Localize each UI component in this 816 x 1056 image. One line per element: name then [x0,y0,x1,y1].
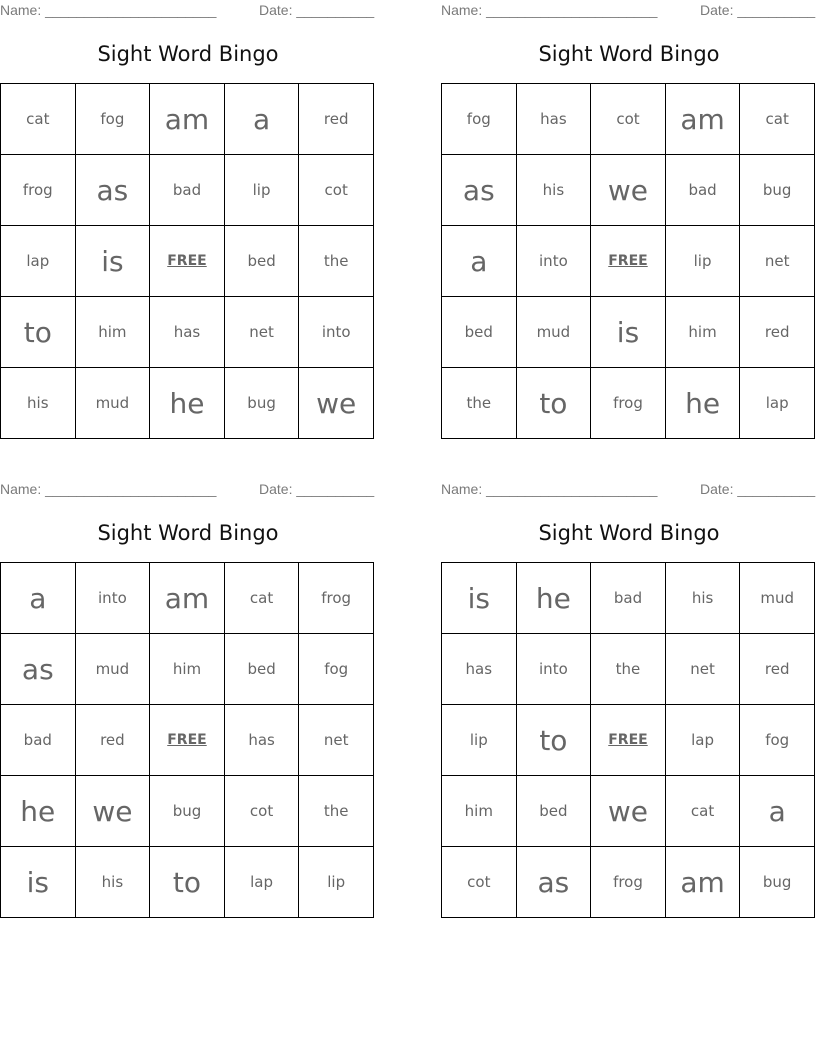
word-cell: his [665,563,740,634]
word-cell: lap [665,705,740,776]
word-cell: fog [299,634,374,705]
word-cell: red [740,297,815,368]
grid-row [442,226,815,297]
word-cell: mud [740,563,815,634]
word-cell: the [299,776,374,847]
word-cell: lap [740,368,815,439]
grid-row [442,84,815,155]
word-cell: cat [665,776,740,847]
word-cell: the [591,634,666,705]
grid-row [442,634,815,705]
date-field[interactable]: Date: __________ [700,481,816,497]
word-cell: cat [224,563,299,634]
free-space: FREE [150,705,225,776]
word-cell: to [516,368,591,439]
word-cell: is [591,297,666,368]
bingo-card-4 [441,479,816,919]
grid-row [442,155,815,226]
grid-row [1,563,374,634]
free-space: FREE [591,705,666,776]
date-field[interactable]: Date: __________ [259,2,375,18]
word-cell: we [299,368,374,439]
word-cell: he [516,563,591,634]
word-cell: frog [1,155,76,226]
word-cell: cat [1,84,76,155]
word-cell: a [224,84,299,155]
word-cell: net [224,297,299,368]
word-cell: bug [740,155,815,226]
word-cell: lip [224,155,299,226]
grid-row [1,297,374,368]
grid-row [442,705,815,776]
word-cell: a [740,776,815,847]
word-cell: is [75,226,150,297]
grid-row [1,368,374,439]
word-cell: cat [740,84,815,155]
word-cell: lap [224,847,299,918]
word-cell: fog [75,84,150,155]
word-cell: as [1,634,76,705]
word-cell: red [75,705,150,776]
word-cell: him [665,297,740,368]
name-field[interactable]: Name: ______________________ [0,2,217,18]
word-cell: red [740,634,815,705]
word-cell: a [1,563,76,634]
bingo-grid [441,562,815,918]
word-cell: a [442,226,517,297]
grid-row [442,776,815,847]
word-cell: am [150,563,225,634]
bingo-card-1 [0,0,376,440]
grid-row [442,368,815,439]
name-field[interactable]: Name: ______________________ [441,481,658,497]
word-cell: we [591,776,666,847]
word-cell: into [516,226,591,297]
word-cell: cot [591,84,666,155]
word-cell: the [442,368,517,439]
word-cell: fog [740,705,815,776]
word-cell: bad [665,155,740,226]
bingo-grid [441,83,815,439]
word-cell: fog [442,84,517,155]
free-space: FREE [150,226,225,297]
word-cell: lip [665,226,740,297]
card-header [0,481,376,499]
word-cell: bug [224,368,299,439]
grid-row [442,847,815,918]
word-cell: into [75,563,150,634]
word-cell: into [299,297,374,368]
word-cell: to [1,297,76,368]
word-cell: he [1,776,76,847]
word-cell: net [299,705,374,776]
word-cell: bug [150,776,225,847]
word-cell: red [299,84,374,155]
bingo-grid [0,562,374,918]
word-cell: has [150,297,225,368]
word-cell: his [1,368,76,439]
bingo-grid [0,83,374,439]
word-cell: the [299,226,374,297]
word-cell: cot [442,847,517,918]
name-field[interactable]: Name: ______________________ [441,2,658,18]
word-cell: bed [516,776,591,847]
word-cell: him [150,634,225,705]
grid-row [442,563,815,634]
word-cell: is [1,847,76,918]
word-cell: bed [442,297,517,368]
word-cell: as [75,155,150,226]
date-field[interactable]: Date: __________ [700,2,816,18]
word-cell: cot [299,155,374,226]
word-cell: mud [75,634,150,705]
word-cell: lap [1,226,76,297]
card-title: Sight Word Bingo [97,521,279,545]
word-cell: we [591,155,666,226]
card-header [0,2,376,20]
word-cell: bad [150,155,225,226]
grid-row [1,84,374,155]
word-cell: he [665,368,740,439]
name-field[interactable]: Name: ______________________ [0,481,217,497]
grid-row [1,847,374,918]
word-cell: net [665,634,740,705]
grid-row [1,776,374,847]
word-cell: am [665,847,740,918]
card-header [441,2,816,20]
word-cell: has [516,84,591,155]
bingo-card-3 [0,479,376,919]
word-cell: frog [591,847,666,918]
card-title: Sight Word Bingo [97,42,279,66]
word-cell: as [442,155,517,226]
word-cell: bug [740,847,815,918]
word-cell: him [442,776,517,847]
word-cell: is [442,563,517,634]
grid-row [1,226,374,297]
bingo-card-2 [441,0,816,440]
word-cell: bad [591,563,666,634]
grid-row [1,634,374,705]
word-cell: frog [299,563,374,634]
free-space: FREE [591,226,666,297]
card-title: Sight Word Bingo [538,42,720,66]
word-cell: am [665,84,740,155]
word-cell: bad [1,705,76,776]
word-cell: his [75,847,150,918]
word-cell: has [442,634,517,705]
word-cell: he [150,368,225,439]
grid-row [1,155,374,226]
grid-row [1,705,374,776]
word-cell: lip [442,705,517,776]
word-cell: his [516,155,591,226]
word-cell: bed [224,634,299,705]
word-cell: lip [299,847,374,918]
word-cell: as [516,847,591,918]
word-cell: we [75,776,150,847]
grid-row [442,297,815,368]
word-cell: am [150,84,225,155]
date-field[interactable]: Date: __________ [259,481,375,497]
card-header [441,481,816,499]
word-cell: cot [224,776,299,847]
word-cell: net [740,226,815,297]
word-cell: frog [591,368,666,439]
word-cell: to [150,847,225,918]
word-cell: has [224,705,299,776]
word-cell: him [75,297,150,368]
word-cell: bed [224,226,299,297]
word-cell: mud [75,368,150,439]
word-cell: into [516,634,591,705]
word-cell: mud [516,297,591,368]
card-title: Sight Word Bingo [538,521,720,545]
word-cell: to [516,705,591,776]
